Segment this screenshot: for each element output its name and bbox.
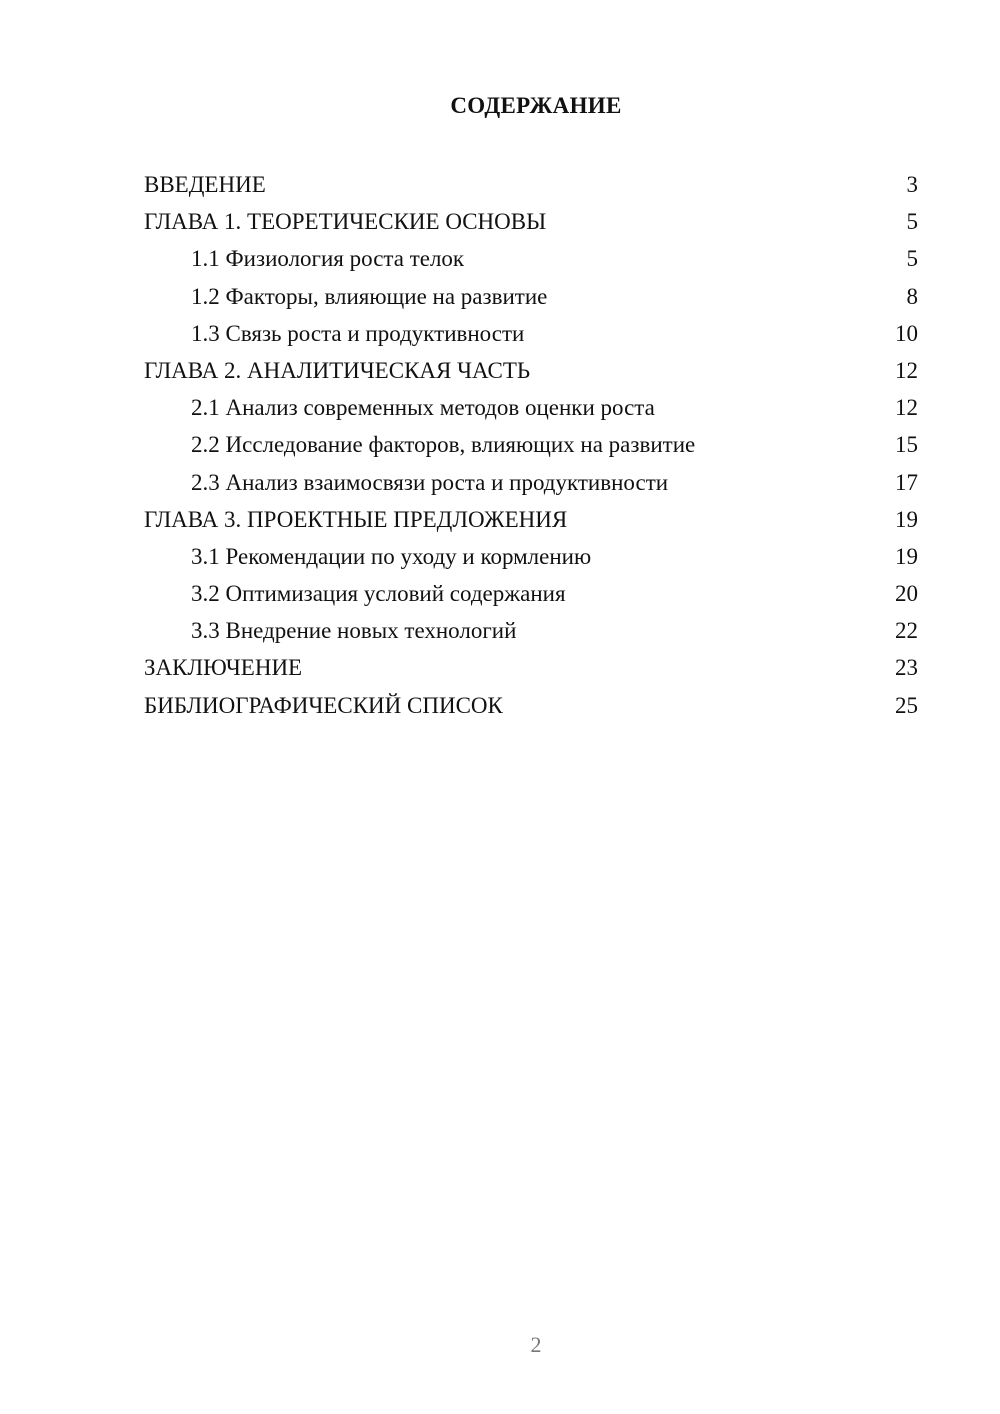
- toc-entry-section-2-3: [144, 464, 918, 501]
- toc-entry-label: 2.1 Анализ современных методов оценки роста: [191, 395, 655, 421]
- toc-entry-page: 12: [895, 357, 918, 383]
- toc-entry-page: 25: [895, 692, 918, 718]
- toc-entry-chapter-1: [144, 203, 918, 240]
- toc-entry-page: 5: [906, 246, 918, 272]
- toc-entry-page: 5: [906, 209, 918, 235]
- toc-entry-label: ГЛАВА 1. ТЕОРЕТИЧЕСКИЕ ОСНОВЫ: [144, 209, 547, 235]
- toc-entry-chapter-2: [144, 352, 918, 389]
- page-title: СОДЕРЖАНИЕ: [450, 93, 622, 118]
- table-of-contents: [144, 166, 918, 724]
- toc-entry-page: 12: [895, 395, 918, 421]
- toc-entry-section-3-3: [144, 612, 918, 649]
- toc-entry-section-2-1: [144, 389, 918, 426]
- toc-entry-label: 2.2 Исследование факторов, влияющих на развитие: [191, 432, 696, 458]
- toc-entry-label: 3.1 Рекомендации по уходу и кормлению: [191, 543, 592, 569]
- toc-entry-page: 17: [895, 469, 918, 495]
- toc-entry-page: 10: [895, 320, 918, 346]
- page-number: 2: [530, 1332, 542, 1357]
- toc-entry-section-1-1: [144, 240, 918, 277]
- toc-entry-section-3-2: [144, 575, 918, 612]
- toc-entry-label: 1.1 Физиология роста телок: [191, 246, 465, 272]
- toc-entry-label: 1.3 Связь роста и продуктивности: [191, 320, 525, 346]
- toc-entry-page: 23: [895, 655, 918, 681]
- toc-entry-label: 3.3 Внедрение новых технологий: [191, 618, 517, 644]
- toc-entry-section-1-2: [144, 278, 918, 315]
- toc-entry-page: 20: [895, 581, 918, 607]
- toc-entry-section-3-1: [144, 538, 918, 575]
- toc-entry-label: БИБЛИОГРАФИЧЕСКИЙ СПИСОК: [144, 692, 503, 718]
- toc-entry-label: ВВЕДЕНИЕ: [144, 172, 266, 197]
- toc-entry-conclusion: [144, 649, 918, 686]
- toc-entry-page: 19: [895, 543, 918, 569]
- toc-entry-label: 2.3 Анализ взаимосвязи роста и продуктивности: [191, 469, 669, 495]
- toc-entry-page: 22: [895, 618, 918, 644]
- toc-entry-label: ЗАКЛЮЧЕНИЕ: [144, 655, 303, 681]
- toc-entry-chapter-3: [144, 501, 918, 538]
- toc-entry-page: 8: [906, 283, 918, 309]
- toc-entry-label: 3.2 Оптимизация условий содержания: [191, 581, 566, 607]
- toc-entry-page: 3: [906, 172, 918, 197]
- toc-entry-introduction: [144, 166, 918, 203]
- toc-entry-label: 1.2 Факторы, влияющие на развитие: [191, 283, 548, 309]
- toc-entry-bibliography: [144, 687, 918, 724]
- toc-entry-label: ГЛАВА 3. ПРОЕКТНЫЕ ПРЕДЛОЖЕНИЯ: [144, 506, 568, 532]
- toc-entry-section-2-2: [144, 426, 918, 463]
- toc-entry-page: 19: [895, 506, 918, 532]
- toc-entry-label: ГЛАВА 2. АНАЛИТИЧЕСКАЯ ЧАСТЬ: [144, 357, 531, 383]
- toc-entry-page: 15: [895, 432, 918, 458]
- toc-entry-section-1-3: [144, 315, 918, 352]
